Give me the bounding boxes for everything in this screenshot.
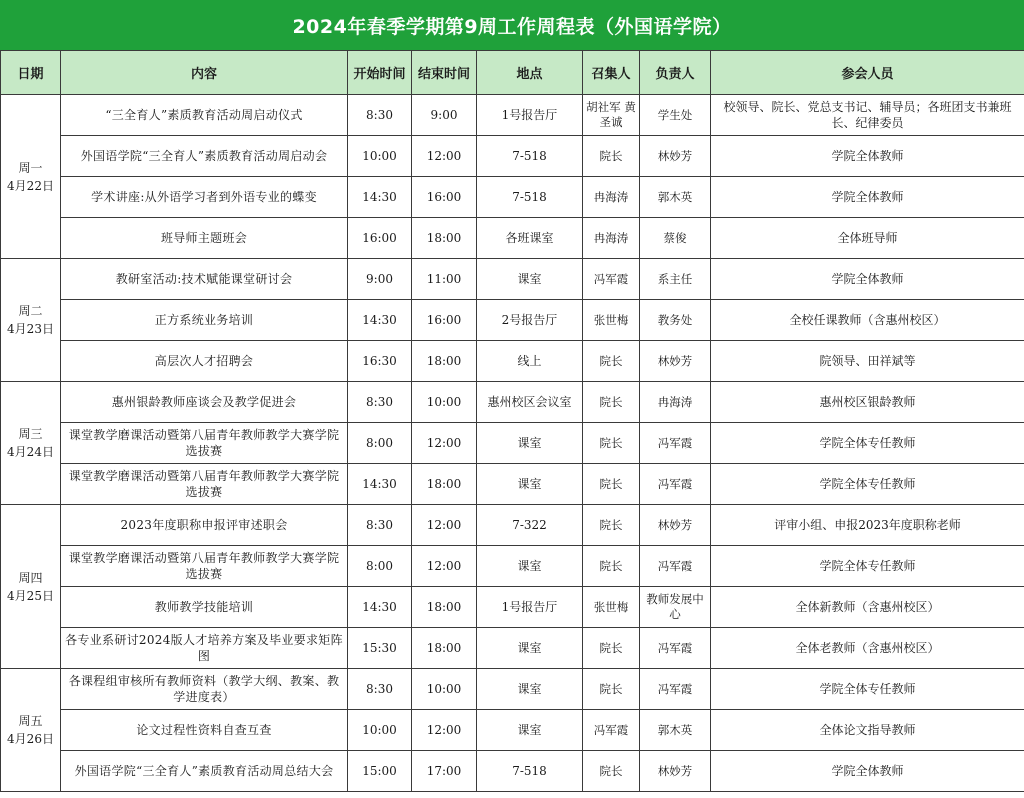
convener: 院长 bbox=[583, 382, 640, 423]
attendees: 全体新教师（含惠州校区） bbox=[711, 587, 1024, 628]
date-label: 4月23日 bbox=[7, 322, 54, 336]
location: 课室 bbox=[477, 259, 583, 300]
start-time: 10:00 bbox=[348, 710, 412, 751]
event-content: “三全育人”素质教育活动周启动仪式 bbox=[61, 95, 348, 136]
person-in-charge: 冉海涛 bbox=[640, 382, 711, 423]
table-row bbox=[1, 259, 1024, 300]
convener: 院长 bbox=[583, 464, 640, 505]
end-time: 12:00 bbox=[412, 505, 477, 546]
event-content: 课堂教学磨课活动暨第八届青年教师教学大赛学院选拔赛 bbox=[61, 423, 348, 464]
person-in-charge: 学生处 bbox=[640, 95, 711, 136]
event-content: 班导师主题班会 bbox=[61, 218, 348, 259]
header-start: 开始时间 bbox=[348, 51, 412, 95]
header-attendees: 参会人员 bbox=[711, 51, 1024, 95]
table-row bbox=[1, 341, 1024, 382]
location: 1号报告厅 bbox=[477, 587, 583, 628]
day-cell bbox=[1, 669, 61, 792]
attendees: 学院全体专任教师 bbox=[711, 423, 1024, 464]
event-content: 教研室活动:技术赋能课堂研讨会 bbox=[61, 259, 348, 300]
location: 各班课室 bbox=[477, 218, 583, 259]
convener: 院长 bbox=[583, 751, 640, 792]
date-label: 4月24日 bbox=[7, 445, 54, 459]
start-time: 14:30 bbox=[348, 464, 412, 505]
weekday-label: 周五 bbox=[18, 714, 43, 728]
table-row bbox=[1, 505, 1024, 546]
location: 7-322 bbox=[477, 505, 583, 546]
attendees: 惠州校区银龄教师 bbox=[711, 382, 1024, 423]
attendees: 学院全体教师 bbox=[711, 751, 1024, 792]
convener: 冉海涛 bbox=[583, 218, 640, 259]
table-row bbox=[1, 628, 1024, 669]
person-in-charge: 郭木英 bbox=[640, 177, 711, 218]
attendees: 学院全体教师 bbox=[711, 259, 1024, 300]
convener: 院长 bbox=[583, 136, 640, 177]
date-label: 4月25日 bbox=[7, 588, 54, 603]
person-in-charge: 教师发展中心 bbox=[640, 587, 711, 628]
event-content: 2023年度职称申报评审述职会 bbox=[61, 505, 348, 546]
start-time: 14:30 bbox=[348, 177, 412, 218]
end-time: 12:00 bbox=[412, 136, 477, 177]
schedule-table bbox=[0, 50, 1024, 792]
convener: 院长 bbox=[583, 546, 640, 587]
event-content: 课堂教学磨课活动暨第八届青年教师教学大赛学院选拔赛 bbox=[61, 546, 348, 587]
table-row bbox=[1, 710, 1024, 751]
attendees: 评审小组、申报2023年度职称老师 bbox=[711, 505, 1024, 546]
location: 7-518 bbox=[477, 751, 583, 792]
table-row bbox=[1, 751, 1024, 792]
weekday-label: 周三 bbox=[18, 427, 43, 441]
attendees: 学院全体教师 bbox=[711, 177, 1024, 218]
convener: 冯军霞 bbox=[583, 259, 640, 300]
location: 惠州校区会议室 bbox=[477, 382, 583, 423]
end-time: 18:00 bbox=[412, 218, 477, 259]
event-content: 高层次人才招聘会 bbox=[61, 341, 348, 382]
person-in-charge: 林妙芳 bbox=[640, 751, 711, 792]
location: 课室 bbox=[477, 546, 583, 587]
person-in-charge: 冯军霞 bbox=[640, 669, 711, 710]
table-row bbox=[1, 423, 1024, 464]
table-row bbox=[1, 669, 1024, 710]
attendees: 学院全体专任教师 bbox=[711, 464, 1024, 505]
event-content: 各课程组审核所有教师资料（教学大纲、教案、教学进度表） bbox=[61, 669, 348, 710]
weekday-label: 周二 bbox=[18, 304, 43, 318]
header-end: 结束时间 bbox=[412, 51, 477, 95]
event-content: 各专业系研讨2024版人才培养方案及毕业要求矩阵图 bbox=[61, 628, 348, 669]
end-time: 10:00 bbox=[412, 669, 477, 710]
header-row bbox=[1, 51, 1024, 95]
end-time: 18:00 bbox=[412, 587, 477, 628]
person-in-charge: 系主任 bbox=[640, 259, 711, 300]
page-title: 2024年春季学期第9周工作周程表（外国语学院） bbox=[0, 0, 1024, 50]
date-label: 4月26日 bbox=[7, 732, 54, 746]
end-time: 17:00 bbox=[412, 751, 477, 792]
schedule-body bbox=[1, 95, 1024, 792]
location: 2号报告厅 bbox=[477, 300, 583, 341]
convener: 院长 bbox=[583, 669, 640, 710]
location: 线上 bbox=[477, 341, 583, 382]
day-cell bbox=[1, 382, 61, 505]
person-in-charge: 教务处 bbox=[640, 300, 711, 341]
person-in-charge: 蔡俊 bbox=[640, 218, 711, 259]
table-row bbox=[1, 546, 1024, 587]
location: 1号报告厅 bbox=[477, 95, 583, 136]
table-row bbox=[1, 300, 1024, 341]
start-time: 9:00 bbox=[348, 259, 412, 300]
end-time: 11:00 bbox=[412, 259, 477, 300]
start-time: 10:00 bbox=[348, 136, 412, 177]
convener: 院长 bbox=[583, 505, 640, 546]
end-time: 18:00 bbox=[412, 341, 477, 382]
event-content: 外国语学院“三全育人”素质教育活动周总结大会 bbox=[61, 751, 348, 792]
start-time: 15:00 bbox=[348, 751, 412, 792]
convener: 胡社军 黄圣诚 bbox=[583, 95, 640, 136]
start-time: 14:30 bbox=[348, 587, 412, 628]
start-time: 8:30 bbox=[348, 95, 412, 136]
weekday-label: 周四 bbox=[18, 570, 43, 585]
table-row bbox=[1, 136, 1024, 177]
attendees: 学院全体专任教师 bbox=[711, 669, 1024, 710]
person-in-charge: 冯军霞 bbox=[640, 628, 711, 669]
end-time: 16:00 bbox=[412, 177, 477, 218]
start-time: 8:00 bbox=[348, 423, 412, 464]
end-time: 12:00 bbox=[412, 710, 477, 751]
event-content: 惠州银龄教师座谈会及教学促进会 bbox=[61, 382, 348, 423]
table-row bbox=[1, 382, 1024, 423]
start-time: 8:30 bbox=[348, 669, 412, 710]
event-content: 外国语学院“三全育人”素质教育活动周启动会 bbox=[61, 136, 348, 177]
start-time: 16:00 bbox=[348, 218, 412, 259]
header-date: 日期 bbox=[1, 51, 61, 95]
end-time: 18:00 bbox=[412, 628, 477, 669]
attendees: 全体老教师（含惠州校区） bbox=[711, 628, 1024, 669]
table-row bbox=[1, 177, 1024, 218]
person-in-charge: 郭木英 bbox=[640, 710, 711, 751]
start-time: 14:30 bbox=[348, 300, 412, 341]
attendees: 院领导、田祥斌等 bbox=[711, 341, 1024, 382]
convener: 院长 bbox=[583, 628, 640, 669]
start-time: 16:30 bbox=[348, 341, 412, 382]
convener: 冯军霞 bbox=[583, 710, 640, 751]
event-content: 课堂教学磨课活动暨第八届青年教师教学大赛学院选拔赛 bbox=[61, 464, 348, 505]
start-time: 15:30 bbox=[348, 628, 412, 669]
person-in-charge: 林妙芳 bbox=[640, 341, 711, 382]
weekday-label: 周一 bbox=[18, 160, 43, 175]
attendees: 全体论文指导教师 bbox=[711, 710, 1024, 751]
header-convener: 召集人 bbox=[583, 51, 640, 95]
end-time: 18:00 bbox=[412, 464, 477, 505]
event-content: 论文过程性资料自查互查 bbox=[61, 710, 348, 751]
location: 课室 bbox=[477, 710, 583, 751]
start-time: 8:00 bbox=[348, 546, 412, 587]
person-in-charge: 林妙芳 bbox=[640, 505, 711, 546]
person-in-charge: 冯军霞 bbox=[640, 423, 711, 464]
end-time: 12:00 bbox=[412, 546, 477, 587]
header-place: 地点 bbox=[477, 51, 583, 95]
convener: 院长 bbox=[583, 423, 640, 464]
person-in-charge: 冯军霞 bbox=[640, 464, 711, 505]
attendees: 全体班导师 bbox=[711, 218, 1024, 259]
location: 7-518 bbox=[477, 136, 583, 177]
day-cell bbox=[1, 259, 61, 382]
attendees: 全校任课教师（含惠州校区） bbox=[711, 300, 1024, 341]
event-content: 正方系统业务培训 bbox=[61, 300, 348, 341]
attendees: 学院全体教师 bbox=[711, 136, 1024, 177]
table-row bbox=[1, 218, 1024, 259]
convener: 冉海涛 bbox=[583, 177, 640, 218]
person-in-charge: 林妙芳 bbox=[640, 136, 711, 177]
event-content: 教师教学技能培训 bbox=[61, 587, 348, 628]
event-content: 学术讲座:从外语学习者到外语专业的蝶变 bbox=[61, 177, 348, 218]
attendees: 校领导、院长、党总支书记、辅导员；各班团支书兼班长、纪律委员 bbox=[711, 95, 1024, 136]
location: 课室 bbox=[477, 423, 583, 464]
location: 课室 bbox=[477, 628, 583, 669]
day-cell bbox=[1, 505, 61, 669]
start-time: 8:30 bbox=[348, 382, 412, 423]
person-in-charge: 冯军霞 bbox=[640, 546, 711, 587]
end-time: 16:00 bbox=[412, 300, 477, 341]
header-owner: 负责人 bbox=[640, 51, 711, 95]
date-label: 4月22日 bbox=[7, 178, 54, 193]
day-cell bbox=[1, 95, 61, 259]
location: 课室 bbox=[477, 464, 583, 505]
end-time: 12:00 bbox=[412, 423, 477, 464]
header-content: 内容 bbox=[61, 51, 348, 95]
convener: 院长 bbox=[583, 341, 640, 382]
table-row bbox=[1, 95, 1024, 136]
end-time: 9:00 bbox=[412, 95, 477, 136]
attendees: 学院全体专任教师 bbox=[711, 546, 1024, 587]
table-row bbox=[1, 464, 1024, 505]
table-row bbox=[1, 587, 1024, 628]
location: 7-518 bbox=[477, 177, 583, 218]
end-time: 10:00 bbox=[412, 382, 477, 423]
convener: 张世梅 bbox=[583, 300, 640, 341]
location: 课室 bbox=[477, 669, 583, 710]
convener: 张世梅 bbox=[583, 587, 640, 628]
start-time: 8:30 bbox=[348, 505, 412, 546]
